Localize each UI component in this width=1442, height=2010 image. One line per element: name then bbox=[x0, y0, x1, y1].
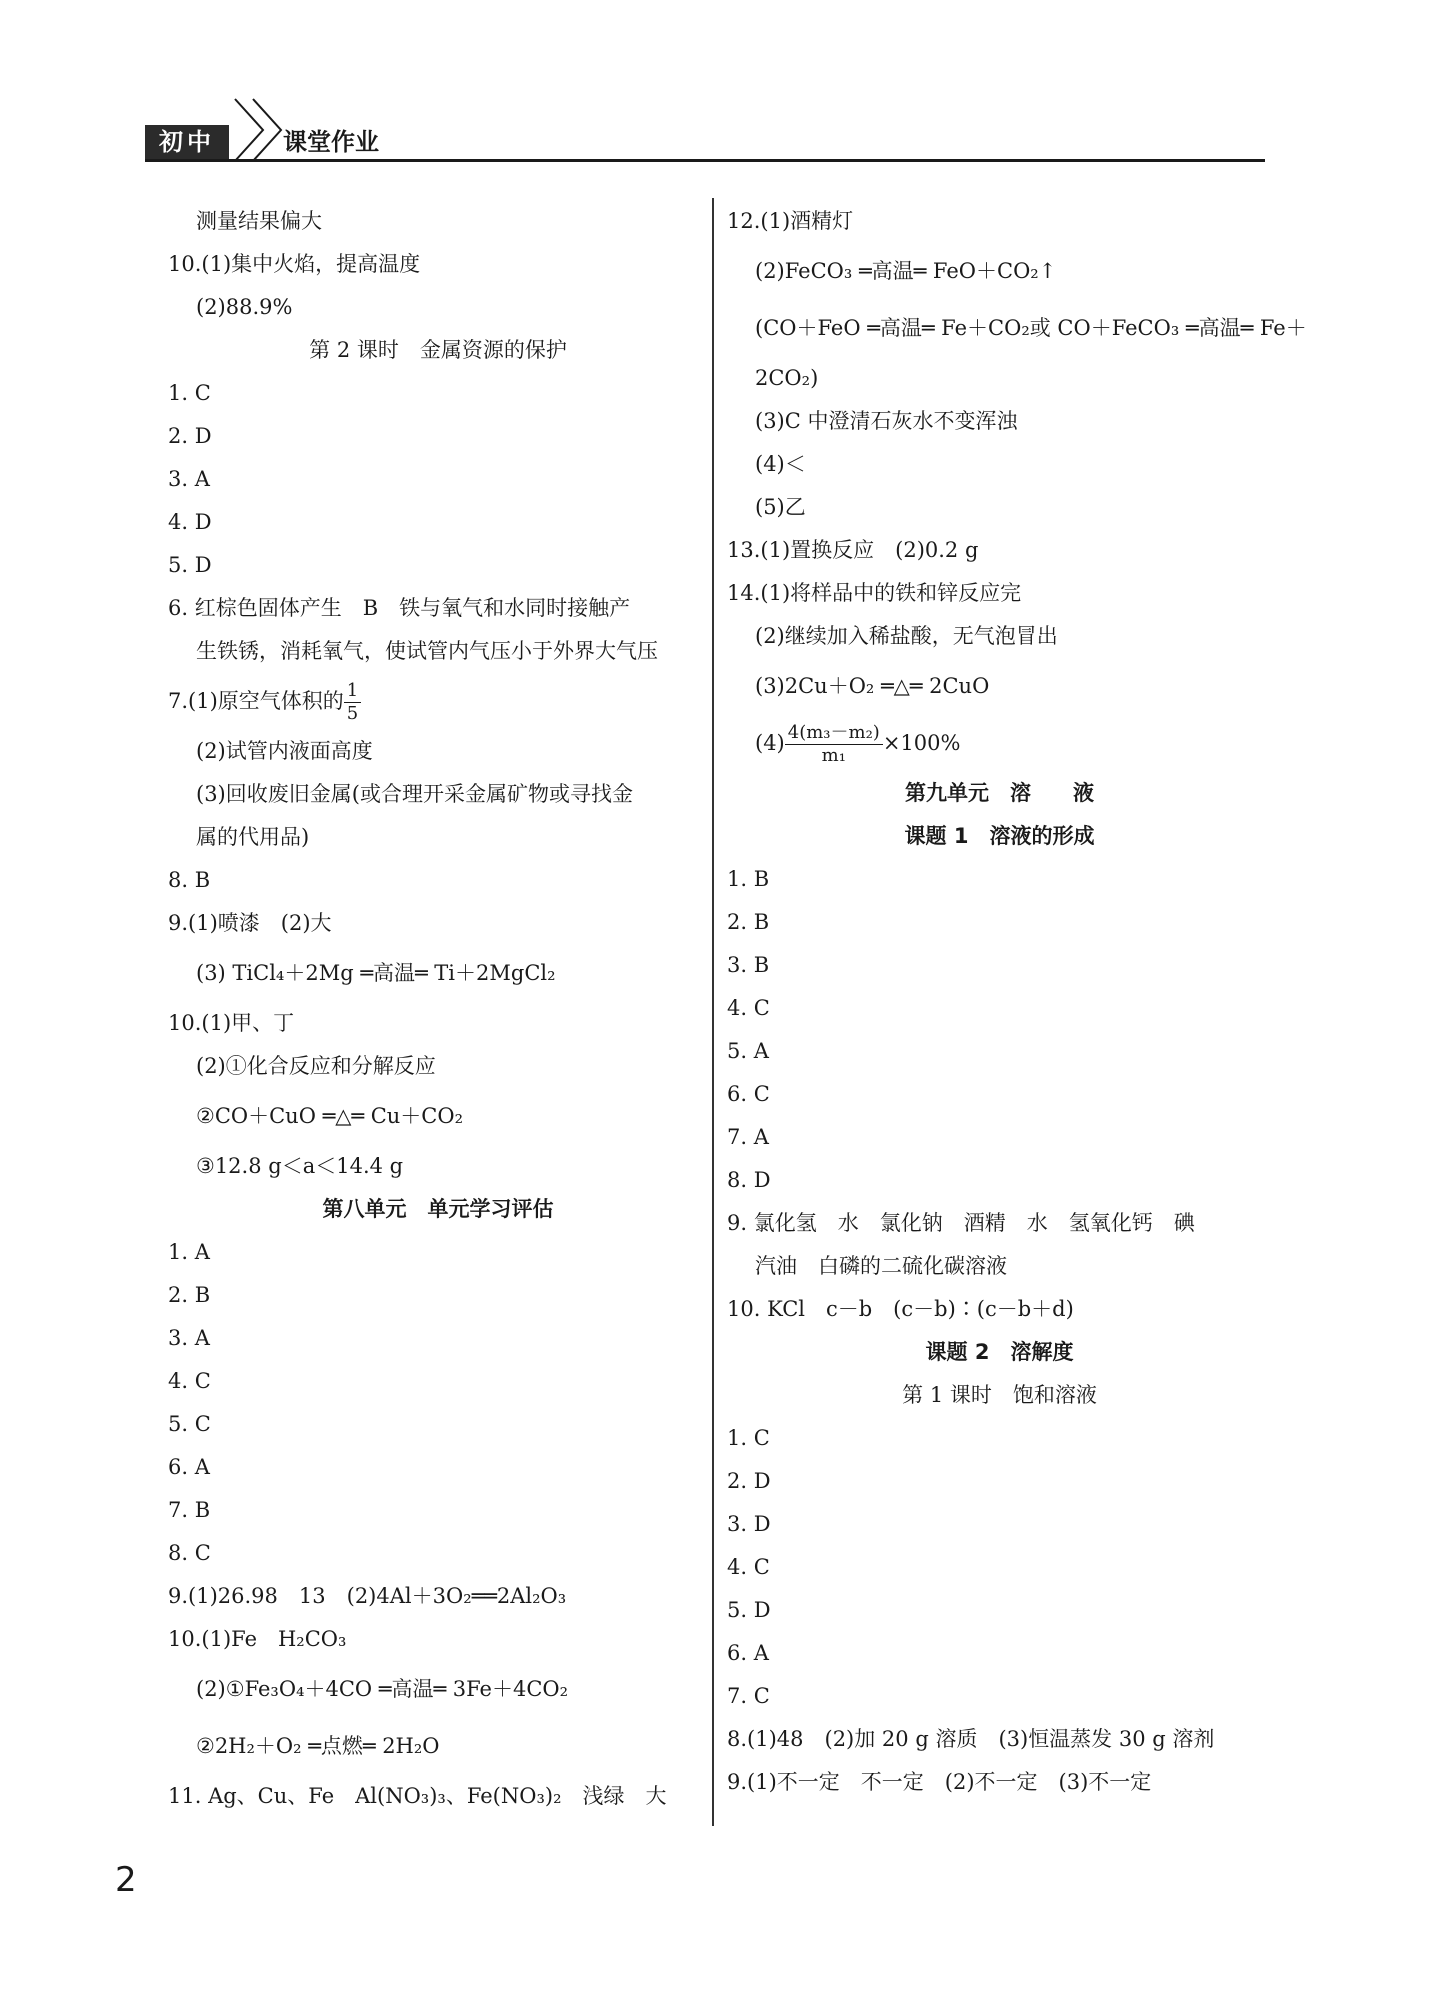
answer-line bbox=[727, 486, 1272, 529]
answer-line bbox=[168, 243, 708, 286]
answer-text: (2)FeCO₃ ═高温═ FeO＋CO₂↑ bbox=[755, 259, 1057, 283]
answer-text: 5. D bbox=[727, 1598, 771, 1622]
answer-line bbox=[727, 772, 1272, 815]
answer-line bbox=[168, 329, 708, 372]
answer-text: (4) bbox=[755, 731, 785, 755]
answer-line bbox=[727, 357, 1272, 400]
column-divider bbox=[712, 198, 714, 1826]
answer-text: 10.(1)集中火焰，提高温度 bbox=[168, 252, 421, 276]
answer-text: 6. 红棕色固体产生 B 铁与氧气和水同时接触产 bbox=[168, 596, 631, 620]
answer-line bbox=[727, 1030, 1272, 1073]
answer-text: 8. B bbox=[168, 868, 211, 892]
answer-line bbox=[727, 1589, 1272, 1632]
answer-line bbox=[727, 1245, 1272, 1288]
answer-text: (CO＋FeO ═高温═ Fe＋CO₂或 CO＋FeCO₃ ═高温═ Fe＋ bbox=[755, 316, 1307, 340]
answer-text-suffix: ×100% bbox=[882, 731, 961, 755]
answer-text: 10.(1)Fe H₂CO₃ bbox=[168, 1627, 347, 1651]
answer-text: ②CO＋CuO ═△═ Cu＋CO₂ bbox=[196, 1104, 464, 1128]
answer-line bbox=[727, 944, 1272, 987]
answer-text: (3) TiCl₄＋2Mg ═高温═ Ti＋2MgCl₂ bbox=[196, 961, 556, 985]
answer-text: 8. D bbox=[727, 1168, 771, 1192]
answer-line bbox=[168, 1775, 708, 1818]
answer-line bbox=[168, 859, 708, 902]
answer-text: 3. B bbox=[727, 953, 770, 977]
answer-line bbox=[168, 673, 708, 730]
fraction-numerator: 4(m₃－m₂) bbox=[785, 722, 883, 745]
answer-line bbox=[727, 1202, 1272, 1245]
answer-text: (3)回收废旧金属(或合理开采金属矿物或寻找金 bbox=[196, 782, 633, 806]
answer-line bbox=[168, 773, 708, 816]
answer-text: 第八单元 单元学习评估 bbox=[322, 1197, 554, 1221]
answer-line bbox=[168, 1002, 708, 1045]
left-column bbox=[168, 200, 708, 1818]
answer-line bbox=[727, 529, 1272, 572]
answer-text: 9.(1)不一定 不一定 (2)不一定 (3)不一定 bbox=[727, 1770, 1152, 1794]
answer-text: 2. B bbox=[727, 910, 770, 934]
answer-line bbox=[727, 1632, 1272, 1675]
fraction-denominator: 5 bbox=[346, 703, 359, 724]
answer-text: 2CO₂) bbox=[755, 366, 819, 390]
answer-text: (3)C 中澄清石灰水不变浑浊 bbox=[755, 409, 1018, 433]
answer-text: 2. D bbox=[168, 424, 212, 448]
answer-line bbox=[168, 1446, 708, 1489]
answer-line bbox=[168, 587, 708, 630]
answer-text: 属的代用品) bbox=[196, 825, 310, 849]
answer-text: 11. Ag、Cu、Fe Al(NO₃)₃、Fe(NO₃)₂ 浅绿 大 bbox=[168, 1784, 667, 1808]
page-number: 2 bbox=[115, 1860, 137, 1900]
answer-line bbox=[727, 300, 1307, 357]
answer-line bbox=[168, 730, 708, 773]
answer-text: 4. C bbox=[727, 1555, 770, 1579]
answer-text: (2)①Fe₃O₄＋4CO ═高温═ 3Fe＋4CO₂ bbox=[196, 1677, 569, 1701]
answer-line bbox=[727, 858, 1272, 901]
level-tag: 初中 bbox=[145, 125, 229, 159]
fraction-denominator: m₁ bbox=[821, 745, 846, 766]
answer-line bbox=[727, 901, 1272, 944]
answer-line bbox=[727, 987, 1272, 1030]
answer-text: 1. B bbox=[727, 867, 770, 891]
answer-text: 9.(1)喷漆 (2)大 bbox=[168, 911, 332, 935]
answer-text: (2)①化合反应和分解反应 bbox=[196, 1054, 436, 1078]
answer-line bbox=[727, 615, 1272, 658]
answer-text: 9.(1)26.98 13 (2)4Al＋3O₂══2Al₂O₃ bbox=[168, 1584, 567, 1608]
answer-text: 1. C bbox=[727, 1426, 770, 1450]
answer-text: ②2H₂＋O₂ ═点燃═ 2H₂O bbox=[196, 1734, 440, 1758]
fraction bbox=[344, 680, 361, 725]
answer-line bbox=[168, 630, 708, 673]
answer-text: 课题 2 溶解度 bbox=[925, 1340, 1074, 1364]
answer-text: (3)2Cu＋O₂ ═△═ 2CuO bbox=[755, 674, 990, 698]
answer-text: 2. B bbox=[168, 1283, 211, 1307]
answer-text: 8.(1)48 (2)加 20 g 溶质 (3)恒温蒸发 30 g 溶剂 bbox=[727, 1727, 1215, 1751]
answer-line bbox=[727, 1761, 1272, 1804]
answer-text: 7. C bbox=[727, 1684, 770, 1708]
answer-line bbox=[168, 1360, 708, 1403]
answer-text: 4. C bbox=[168, 1369, 211, 1393]
answer-text: 第九单元 溶 液 bbox=[905, 781, 1094, 805]
answer-line bbox=[727, 715, 1272, 772]
answer-text: 1. C bbox=[168, 381, 211, 405]
answer-line bbox=[727, 1417, 1272, 1460]
answer-line bbox=[168, 1661, 708, 1718]
answer-text: 7. B bbox=[168, 1498, 211, 1522]
page-header bbox=[145, 95, 1265, 165]
answer-text: 第 2 课时 金属资源的保护 bbox=[309, 338, 567, 362]
fraction bbox=[785, 722, 883, 767]
answer-text: 5. D bbox=[168, 553, 212, 577]
answer-text: (4)＜ bbox=[755, 452, 806, 476]
answer-line bbox=[727, 1073, 1272, 1116]
answer-text: 14.(1)将样品中的铁和锌反应完 bbox=[727, 581, 1022, 605]
answer-text: 6. C bbox=[727, 1082, 770, 1106]
answer-text: 8. C bbox=[168, 1541, 211, 1565]
fraction-numerator: 1 bbox=[344, 680, 361, 703]
answer-text: 6. A bbox=[168, 1455, 210, 1479]
answer-text: 7. A bbox=[727, 1125, 769, 1149]
answer-line bbox=[168, 1718, 708, 1775]
answer-line bbox=[168, 1532, 708, 1575]
answer-line bbox=[727, 200, 1272, 243]
answer-line bbox=[727, 1116, 1272, 1159]
answer-line bbox=[727, 1503, 1272, 1546]
answer-line bbox=[168, 1317, 708, 1360]
answer-text: 课题 1 溶液的形成 bbox=[904, 824, 1095, 848]
answer-line bbox=[168, 1188, 708, 1231]
answer-text: 3. A bbox=[168, 467, 210, 491]
answer-line bbox=[168, 1403, 708, 1446]
answer-text: 4. C bbox=[727, 996, 770, 1020]
answer-text: 3. D bbox=[727, 1512, 771, 1536]
answer-line bbox=[727, 1288, 1272, 1331]
answer-line bbox=[727, 1718, 1272, 1761]
answer-line bbox=[168, 286, 708, 329]
answer-text: 5. A bbox=[727, 1039, 769, 1063]
answer-text: 2. D bbox=[727, 1469, 771, 1493]
answer-line bbox=[727, 443, 1272, 486]
answer-text: 汽油 白磷的二硫化碳溶液 bbox=[755, 1254, 1007, 1278]
answer-line bbox=[168, 1274, 708, 1317]
header-rule bbox=[145, 159, 1265, 162]
answer-text: 1. A bbox=[168, 1240, 210, 1264]
answer-line bbox=[168, 200, 708, 243]
answer-line bbox=[168, 544, 708, 587]
answer-line bbox=[727, 815, 1272, 858]
answer-text: 测量结果偏大 bbox=[196, 209, 322, 233]
answer-line bbox=[727, 243, 1272, 300]
answer-text: 4. D bbox=[168, 510, 212, 534]
answer-line bbox=[168, 458, 708, 501]
answer-text: 5. C bbox=[168, 1412, 211, 1436]
answer-text: 3. A bbox=[168, 1326, 210, 1350]
answer-text: 13.(1)置换反应 (2)0.2 g bbox=[727, 538, 979, 562]
answer-line bbox=[727, 658, 1272, 715]
answer-text: 9. 氯化氢 水 氯化钠 酒精 水 氢氧化钙 碘 bbox=[727, 1211, 1195, 1235]
answer-line bbox=[727, 1546, 1272, 1589]
answer-line bbox=[727, 572, 1272, 615]
answer-line bbox=[727, 1675, 1272, 1718]
answer-line bbox=[168, 945, 708, 1002]
answer-line bbox=[727, 1159, 1272, 1202]
answer-text: 第 1 课时 饱和溶液 bbox=[902, 1383, 1097, 1407]
answer-text: (2)继续加入稀盐酸，无气泡冒出 bbox=[755, 624, 1058, 648]
answer-text: (2)88.9% bbox=[196, 295, 293, 319]
answer-line bbox=[168, 415, 708, 458]
answer-line bbox=[168, 1231, 708, 1274]
answer-line bbox=[168, 501, 708, 544]
answer-line bbox=[727, 1331, 1272, 1374]
right-column bbox=[727, 200, 1307, 1804]
answer-line bbox=[168, 1045, 708, 1088]
answer-text: 7.(1)原空气体积的 bbox=[168, 689, 344, 713]
answer-text: 10. KCl c－b (c－b)∶(c－b＋d) bbox=[727, 1297, 1074, 1321]
answer-line bbox=[168, 816, 708, 859]
answer-line bbox=[168, 1489, 708, 1532]
answer-line bbox=[727, 1460, 1272, 1503]
answer-text: (2)试管内液面高度 bbox=[196, 739, 373, 763]
answer-text: (5)乙 bbox=[755, 495, 806, 519]
answer-line bbox=[727, 1374, 1272, 1417]
answer-line bbox=[168, 372, 708, 415]
answer-line bbox=[168, 1145, 708, 1188]
answer-text: 10.(1)甲、丁 bbox=[168, 1011, 295, 1035]
answer-text: 12.(1)酒精灯 bbox=[727, 209, 854, 233]
answer-line bbox=[168, 1088, 708, 1145]
answer-text: 6. A bbox=[727, 1641, 769, 1665]
answer-line bbox=[168, 902, 708, 945]
answer-line bbox=[168, 1618, 708, 1661]
header-title: 课堂作业 bbox=[283, 128, 379, 156]
answer-line bbox=[727, 400, 1272, 443]
answer-text: 生铁锈，消耗氧气，使试管内气压小于外界大气压 bbox=[196, 639, 658, 663]
answer-line bbox=[168, 1575, 708, 1618]
answer-text: ③12.8 g＜a＜14.4 g bbox=[196, 1154, 404, 1178]
